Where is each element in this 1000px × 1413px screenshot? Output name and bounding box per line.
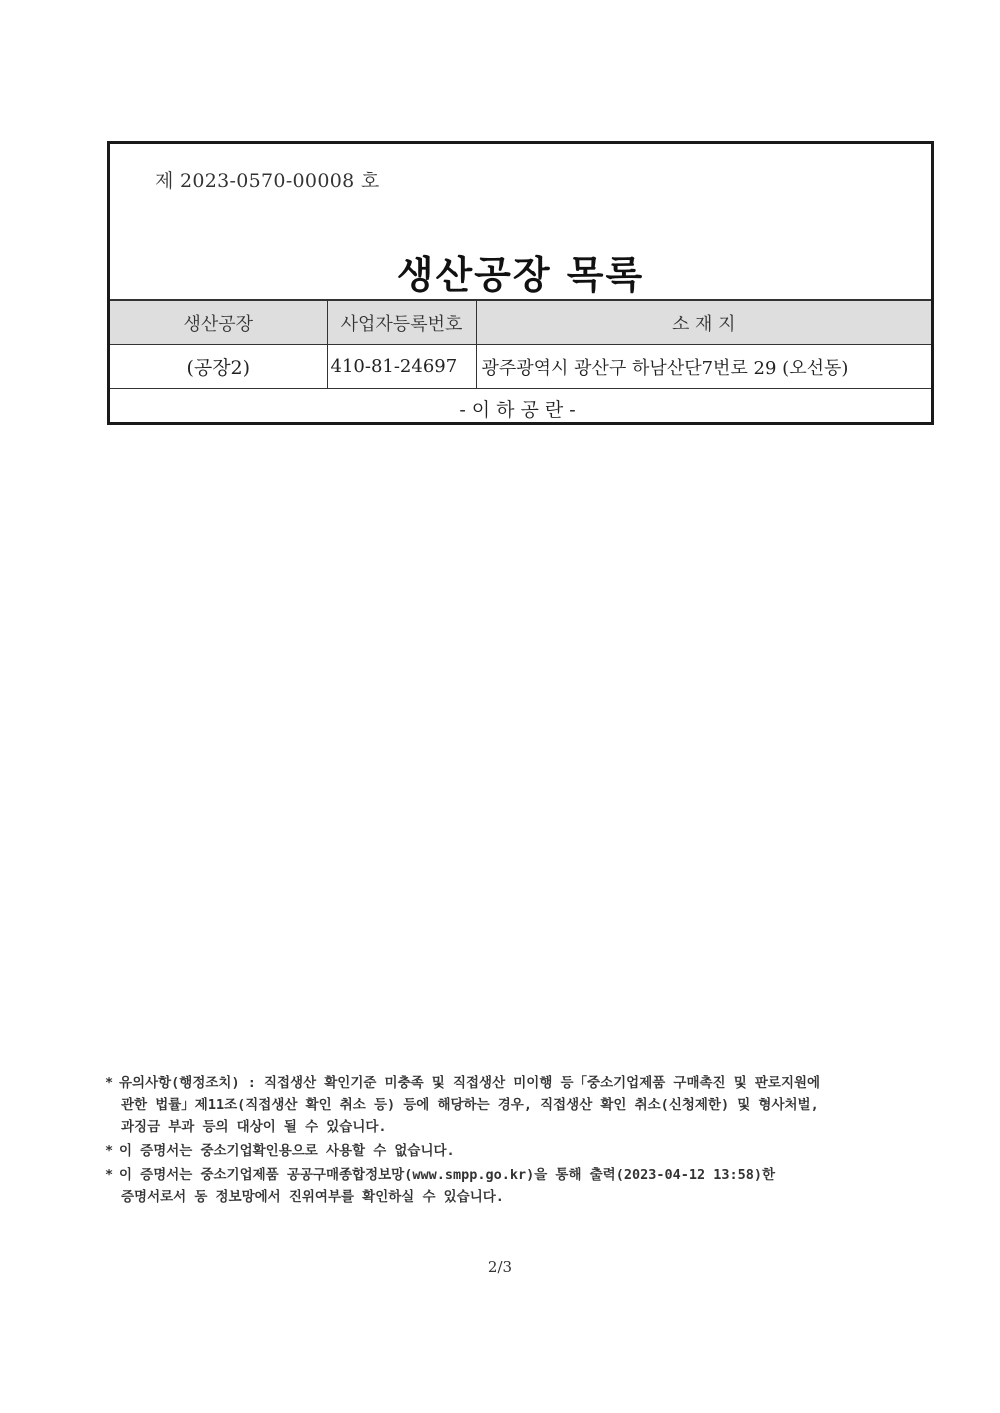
note-text: 이 증명서는 중소기업제품 공공구매종합정보망(www.smpp.go.kr)을 통해 출력(2023-04-12 13:58)한: [119, 1167, 776, 1183]
note-text: 과징금 부과 등의 대상이 될 수 있습니다.: [121, 1119, 387, 1135]
cell-factory: (공장2): [110, 345, 327, 389]
factory-list-frame: [107, 141, 934, 425]
note-text: 유의사항(행정조치) : 직접생산 확인기준 미충족 및 직접생산 미이행 등「중소기업제품 구매촉진 및 판로지원에: [119, 1075, 821, 1091]
certificate-number: 제 2023-0570-00008 호: [155, 170, 380, 192]
header-location: 소 재 지: [476, 300, 931, 345]
note-text: 관한 법률」제11조(직접생산 확인 취소 등) 등에 해당하는 경우, 직접생산 확인 취소(신청제한) 및 형사처벌,: [121, 1097, 819, 1113]
note-bullet: *: [105, 1167, 114, 1183]
note-administrative: [105, 1072, 945, 1138]
note-bullet: *: [105, 1075, 114, 1091]
end-marker-row: [110, 389, 931, 428]
page-number: 2/3: [487, 1258, 513, 1276]
header-reg-no: 사업자등록번호: [327, 300, 476, 345]
notes-section: [105, 1072, 945, 1210]
page-title: 생산공장 목록: [396, 253, 645, 297]
note-text: 증명서로서 동 정보망에서 진위여부를 확인하실 수 있습니다.: [121, 1189, 504, 1205]
cell-location: 광주광역시 광산구 하남산단7번로 29 (오선동): [476, 345, 931, 389]
cell-reg-no: 410-81-24697: [327, 345, 476, 389]
note-bullet: *: [105, 1143, 114, 1159]
header-factory: 생산공장: [110, 300, 327, 345]
end-marker: -이하공란-: [110, 389, 931, 428]
factory-table: [110, 299, 931, 427]
note-verification: [105, 1164, 945, 1208]
note-text: 이 증명서는 중소기업확인용으로 사용할 수 없습니다.: [119, 1143, 455, 1159]
table-header-row: [110, 300, 931, 345]
note-usage: [105, 1140, 945, 1162]
table-row: [110, 345, 931, 389]
